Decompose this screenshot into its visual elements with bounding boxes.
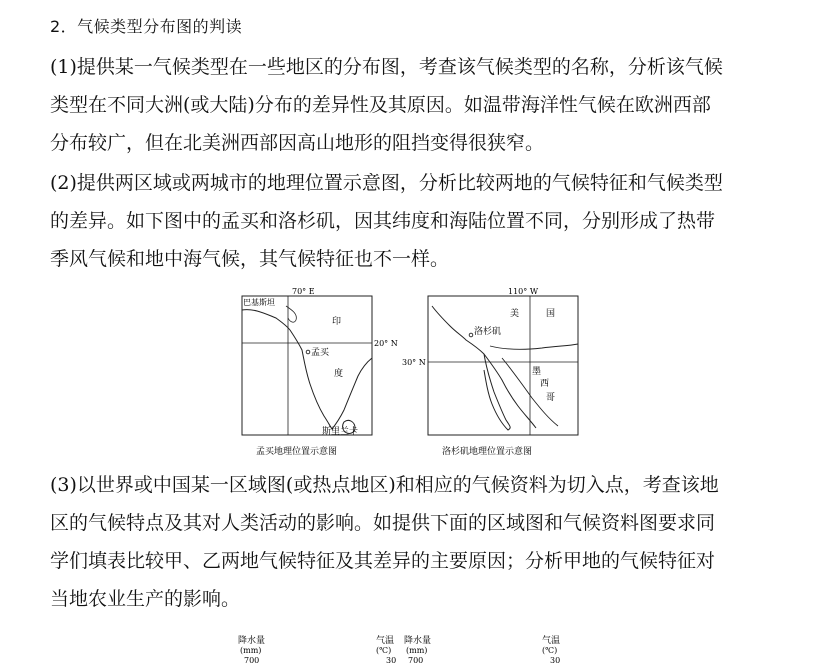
- label-du: 度: [334, 369, 344, 379]
- paragraph-line: (1)提供某一气候类型在一些地区的分布图，考查该气候类型的名称，分析该气候: [50, 56, 723, 78]
- left-precip-top: 700: [244, 656, 260, 663]
- paragraph-line: 当地农业生产的影响。: [50, 588, 241, 610]
- climate-chart-axis-labels: [200, 632, 620, 663]
- right-temp-unit: (℃): [542, 646, 558, 655]
- caption-la-map: 洛杉矶地理位置示意图: [442, 447, 533, 457]
- mid-precip-top: 700: [408, 656, 424, 663]
- paragraph-line: 的差异。如下图中的孟买和洛杉矶，因其纬度和海陆位置不同，分别形成了热带: [50, 210, 716, 232]
- label-mumbai: 孟买: [311, 348, 330, 358]
- label-srilanka: 斯里兰卡: [322, 427, 359, 437]
- paragraph-line: 学们填表比较甲、乙两地气候特征及其差异的主要原因；分析甲地的气候特征对: [50, 550, 716, 572]
- mid-precip-label: 降水量: [404, 636, 432, 646]
- paragraph-line: 分布较广，但在北美洲西部因高山地形的阻挡变得很狭窄。: [50, 132, 545, 154]
- right-temp-top: 30: [550, 656, 561, 663]
- label-pakistan: 巴基斯坦: [243, 298, 275, 307]
- paragraph-line: 季风气候和地中海气候，其气候特征也不一样。: [50, 248, 450, 270]
- label-longitude-w: 110° W: [508, 288, 539, 296]
- left-precip-label: 降水量: [238, 636, 266, 646]
- location-maps: [240, 288, 580, 460]
- label-longitude: 70° E: [292, 288, 315, 296]
- label-latitude-30n: 30° N: [402, 358, 426, 367]
- label-latitude: 20° N: [374, 339, 398, 348]
- label-mei: 美: [510, 309, 520, 319]
- section-heading: 2．气候类型分布图的判读: [50, 17, 243, 36]
- paragraph-line: 类型在不同大洲(或大陆)分布的差异性及其原因。如温带海洋性气候在欧洲西部: [50, 94, 711, 116]
- climate-chart-headers: [200, 632, 620, 663]
- left-precip-unit: (mm): [240, 646, 262, 655]
- paragraph-line: (3)以世界或中国某一区域图(或热点地区)和相应的气候资料为切入点，考查该地: [50, 474, 719, 496]
- mid-temp-unit: (℃): [376, 646, 392, 655]
- paragraph-line: 区的气候特点及其对人类活动的影响。如提供下面的区域图和气候资料图要求同: [50, 512, 716, 534]
- right-temp-label: 气温: [542, 636, 561, 646]
- maps-figure: [240, 288, 580, 460]
- label-xi: 西: [540, 379, 550, 389]
- mid-temp-label: 气温: [376, 636, 395, 646]
- caption-mumbai-map: 孟买地理位置示意图: [256, 447, 338, 457]
- paragraph-line: (2)提供两区域或两城市的地理位置示意图，分析比较两地的气候特征和气候类型: [50, 172, 723, 194]
- label-yin: 印: [332, 317, 342, 327]
- los-angeles-map: [402, 288, 578, 457]
- mumbai-map: [242, 288, 398, 457]
- label-los-angeles: 洛杉矶: [474, 327, 502, 337]
- label-guo: 国: [546, 309, 556, 319]
- label-ge: 哥: [546, 393, 556, 403]
- mid-precip-unit: (mm): [406, 646, 428, 655]
- label-mo: 墨: [532, 367, 542, 377]
- mid-temp-top: 30: [386, 656, 397, 663]
